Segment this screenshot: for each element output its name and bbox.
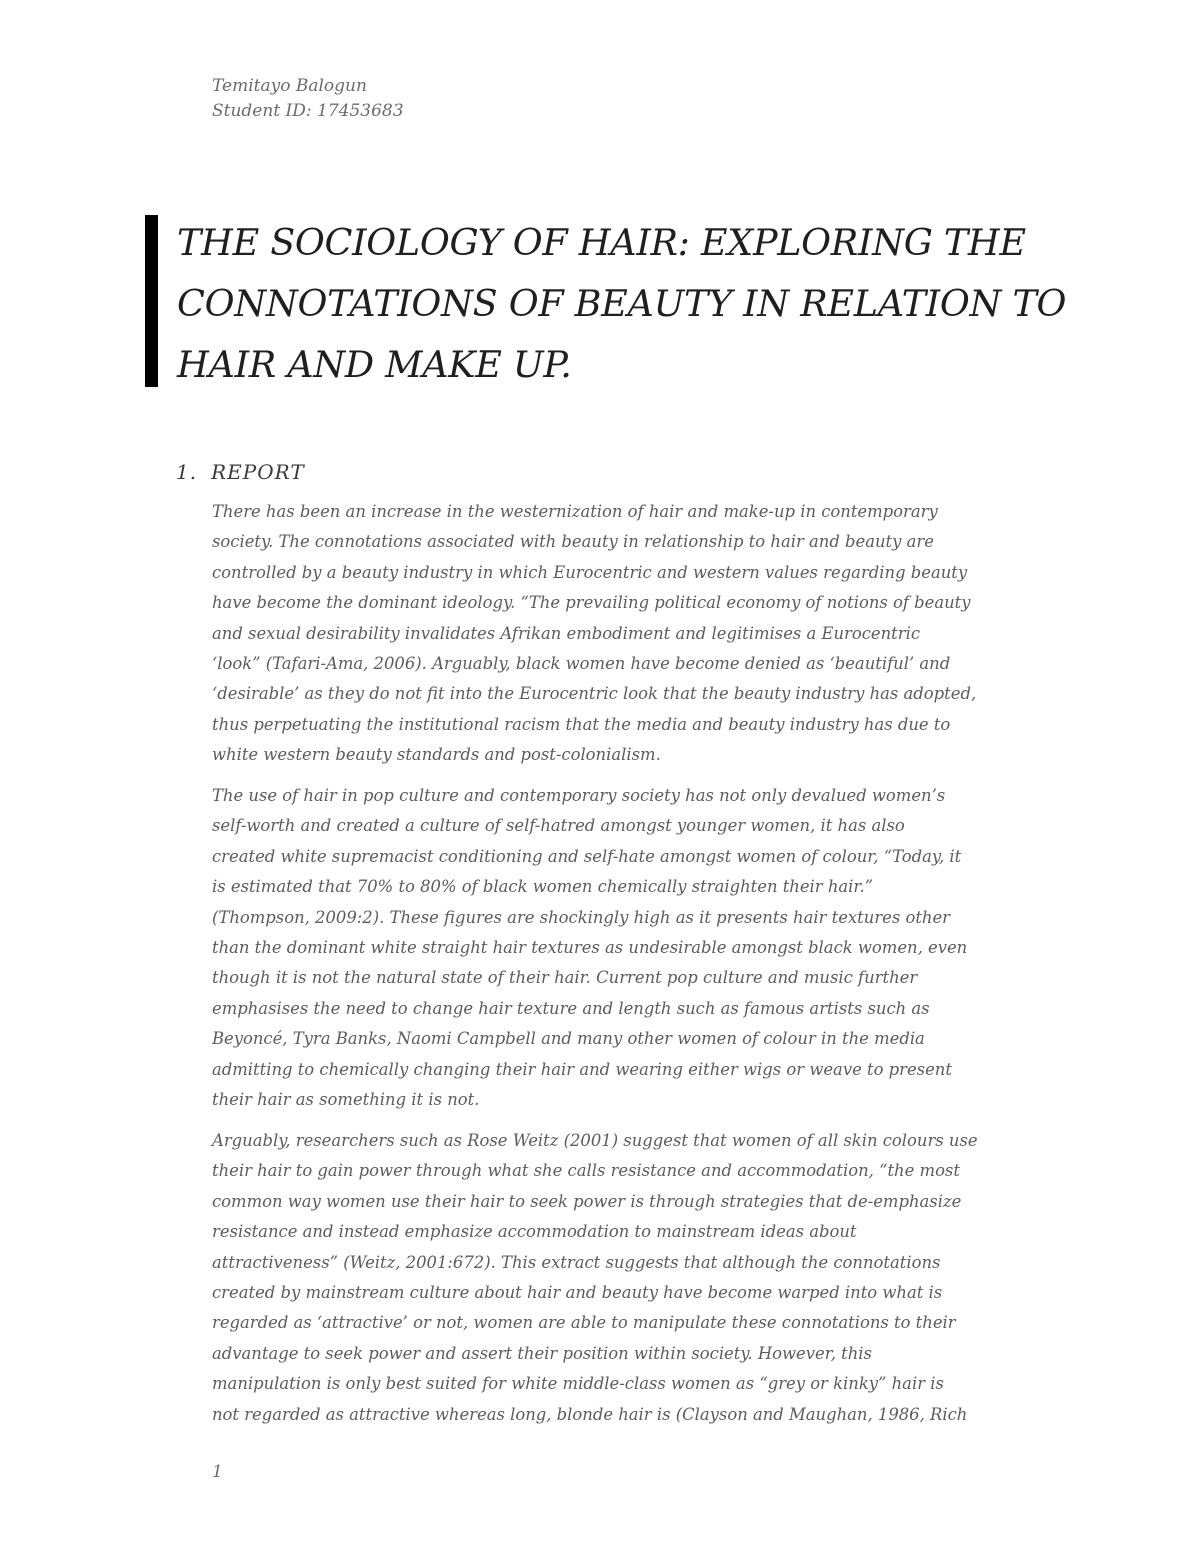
section-heading xyxy=(176,458,305,486)
text-line: attractiveness” (Weitz, 2001:672). This extract suggests that although the connotations xyxy=(212,1252,941,1272)
text-line: regarded as ‘attractive’ or not, women are able to manipulate these connotations to their xyxy=(212,1313,956,1333)
title-line: HAIR AND MAKE UP. xyxy=(177,343,572,386)
text-line: self-worth and created a culture of self-hatred amongst younger women, it has also xyxy=(212,816,905,836)
text-line: controlled by a beauty industry in which Eurocentric and western values regarding beauty xyxy=(212,562,968,582)
text-line: The use of hair in pop culture and contemporary society has not only devalued women’s xyxy=(212,786,946,805)
text-line: common way women use their hair to seek power is through strategies that de-emphasize xyxy=(212,1191,962,1211)
page-number: 1 xyxy=(212,1462,223,1482)
section-title: REPORT xyxy=(211,460,305,484)
text-line: their hair to gain power through what she calls resistance and accommodation, “the most xyxy=(212,1161,960,1181)
text-line: and sexual desirability invalidates Afrikan embodiment and legitimises a Eurocentric xyxy=(212,623,921,643)
text-line: created by mainstream culture about hair and beauty have become warped into what is xyxy=(212,1283,943,1303)
author-name: Temitayo Balogun xyxy=(212,76,367,96)
text-line: their hair as something it is not. xyxy=(212,1090,480,1110)
text-line: than the dominant white straight hair textures as undesirable amongst black women, even xyxy=(212,938,968,958)
section-number: 1. xyxy=(176,460,198,484)
text-line: manipulation is only best suited for white middle-class women as “grey or kinky” hair is xyxy=(212,1374,944,1394)
text-line: white western beauty standards and post-colonialism. xyxy=(212,745,661,765)
text-line: resistance and instead emphasize accommodation to mainstream ideas about xyxy=(212,1222,857,1242)
text-line: have become the dominant ideology. “The prevailing political economy of notions of beauty xyxy=(212,593,971,613)
text-line: (Thompson, 2009:2). These figures are shockingly high as it presents hair textures other xyxy=(212,907,951,927)
title-line: CONNOTATIONS OF BEAUTY IN RELATION TO xyxy=(177,282,1067,325)
title-accent-bar xyxy=(145,215,158,387)
text-line: created white supremacist conditioning and self-hate amongst women of colour, “Today, it xyxy=(212,846,962,866)
paragraph xyxy=(212,1126,1042,1430)
text-line: Arguably, researchers such as Rose Weitz (2001) suggest that women of all skin colours use xyxy=(212,1131,978,1150)
text-line: There has been an increase in the westernization of hair and make-up in contemporary xyxy=(212,502,938,521)
title-line: THE SOCIOLOGY OF HAIR: EXPLORING THE xyxy=(177,221,1026,264)
paragraph xyxy=(212,781,1042,1115)
text-line: admitting to chemically changing their hair and wearing either wigs or weave to present xyxy=(212,1059,952,1079)
document-title xyxy=(177,212,1067,395)
student-id: Student ID: 17453683 xyxy=(212,101,404,121)
text-line: emphasises the need to change hair texture and length such as famous artists such as xyxy=(212,998,930,1018)
text-line: ‘look” (Tafari-Ama, 2006). Arguably, black women have become denied as ‘beautiful’ and xyxy=(212,654,951,674)
text-line: advantage to seek power and assert their position within society. However, this xyxy=(212,1343,872,1363)
text-line: is estimated that 70% to 80% of black women chemically straighten their hair.” xyxy=(212,877,874,897)
text-line: society. The connotations associated with beauty in relationship to hair and beauty are xyxy=(212,532,934,552)
text-line: ‘desirable’ as they do not fit into the Eurocentric look that the beauty industry has adopted, xyxy=(212,684,977,704)
text-line: Beyoncé, Tyra Banks, Naomi Campbell and many other women of colour in the media xyxy=(212,1029,925,1049)
text-line: though it is not the natural state of their hair. Current pop culture and music further xyxy=(212,968,918,988)
text-line: not regarded as attractive whereas long, blonde hair is (Clayson and Maughan, 1986, Rich xyxy=(212,1404,968,1424)
paragraph xyxy=(212,497,1042,771)
text-line: thus perpetuating the institutional racism that the media and beauty industry has due to xyxy=(212,714,951,734)
header-meta xyxy=(212,74,404,124)
